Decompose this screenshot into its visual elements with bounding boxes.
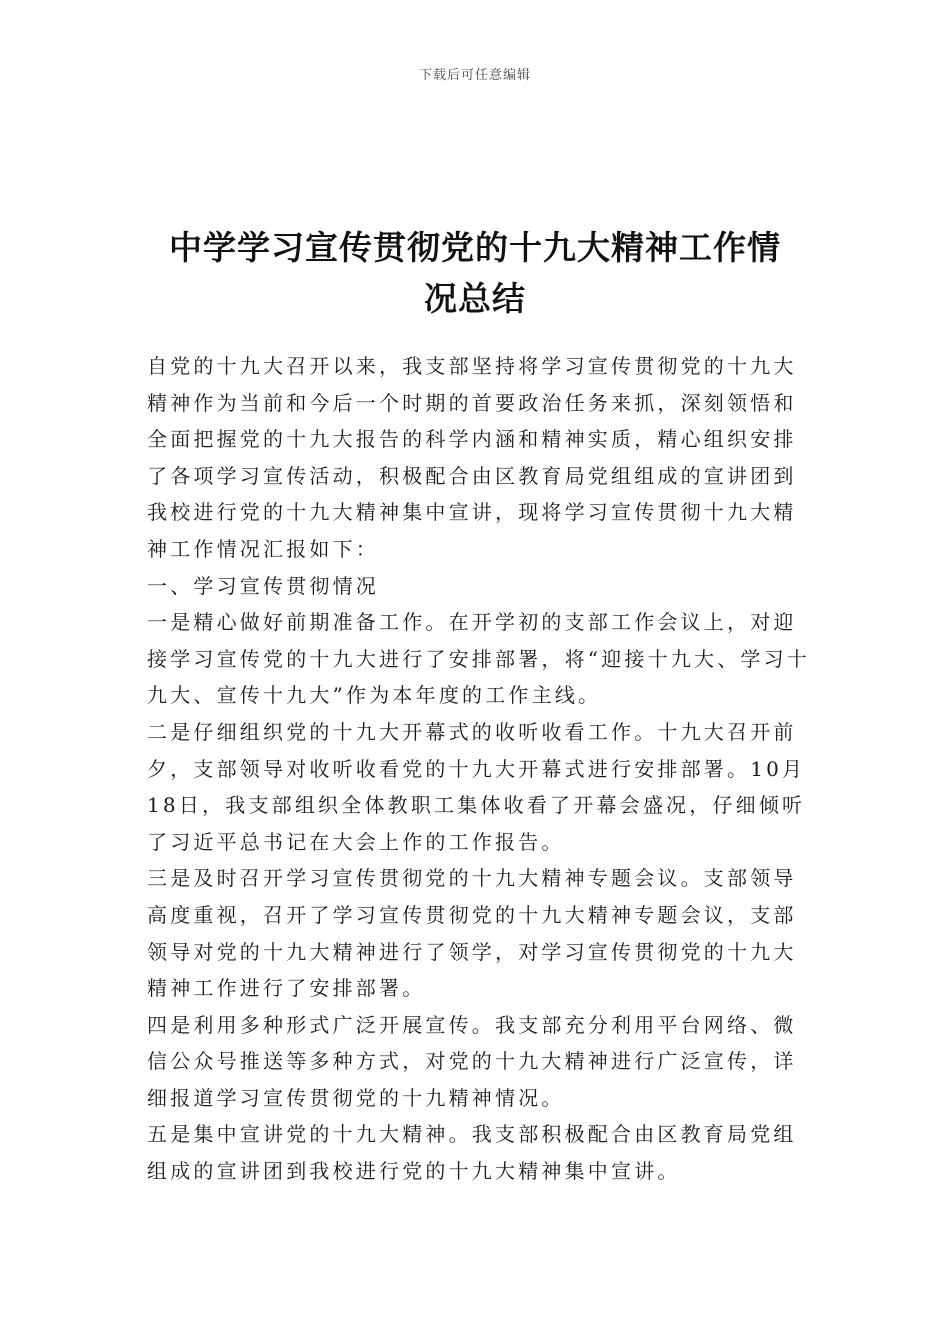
paragraph-item-2: 二是仔细组织党的十九大开幕式的收听收看工作。十九大召开前夕，支部领导对收听收看党的十九大开幕式进行安排部署。10月18日，我支部组织全体教职工集体收看了开幕会盛况，仔细倾听了习近平总书记在大会上作的工作报告。 <box>147 719 806 854</box>
intro-paragraph: 自党的十九大召开以来，我支部坚持将学习宣传贯彻党的十九大精神作为当前和今后一个时期的首要政治任务来抓，深刻领悟和全面把握党的十九大报告的科学内涵和精神实质，精心组织安排了各项学习宣传活动，积极配合由区教育局党组组成的宣讲团到我校进行党的十九大精神集中宣讲，现将学习宣传贯彻十九大精神工作情况汇报如下： <box>147 354 797 561</box>
section-heading: 一、学习宣传贯彻情况 <box>147 573 379 598</box>
paragraph-item-1: 一是精心做好前期准备工作。在开学初的支部工作会议上，对迎接学习宣传党的十九大进行了安排部署，将“迎接十九大、学习十九大、宣传十九大”作为本年度的工作主线。 <box>147 610 811 708</box>
header-note: 下载后可任意编辑 <box>418 68 531 83</box>
document-title <box>150 222 800 324</box>
title-line-1: 中学学习宣传贯彻党的十九大精神工作情 <box>169 228 781 267</box>
paragraph-item-3: 三是及时召开学习宣传贯彻党的十九大精神专题会议。支部领导高度重视，召开了学习宣传贯彻党的十九大精神专题会议，支部领导对党的十九大精神进行了领学，对学习宣传贯彻党的十九大精神工作进行了安排部署。 <box>147 866 797 1001</box>
paragraph-item-5: 五是集中宣讲党的十九大精神。我支部积极配合由区教育局党组组成的宣讲团到我校进行党的十九大精神集中宣讲。 <box>147 1122 797 1184</box>
paragraph-item-4: 四是利用多种形式广泛开展宣传。我支部充分利用平台网络、微信公众号推送等多种方式，对党的十九大精神进行广泛宣传，详细报道学习宣传贯彻党的十九精神情况。 <box>147 1012 797 1110</box>
title-line-2: 况总结 <box>424 279 526 318</box>
document-body <box>147 348 811 1190</box>
